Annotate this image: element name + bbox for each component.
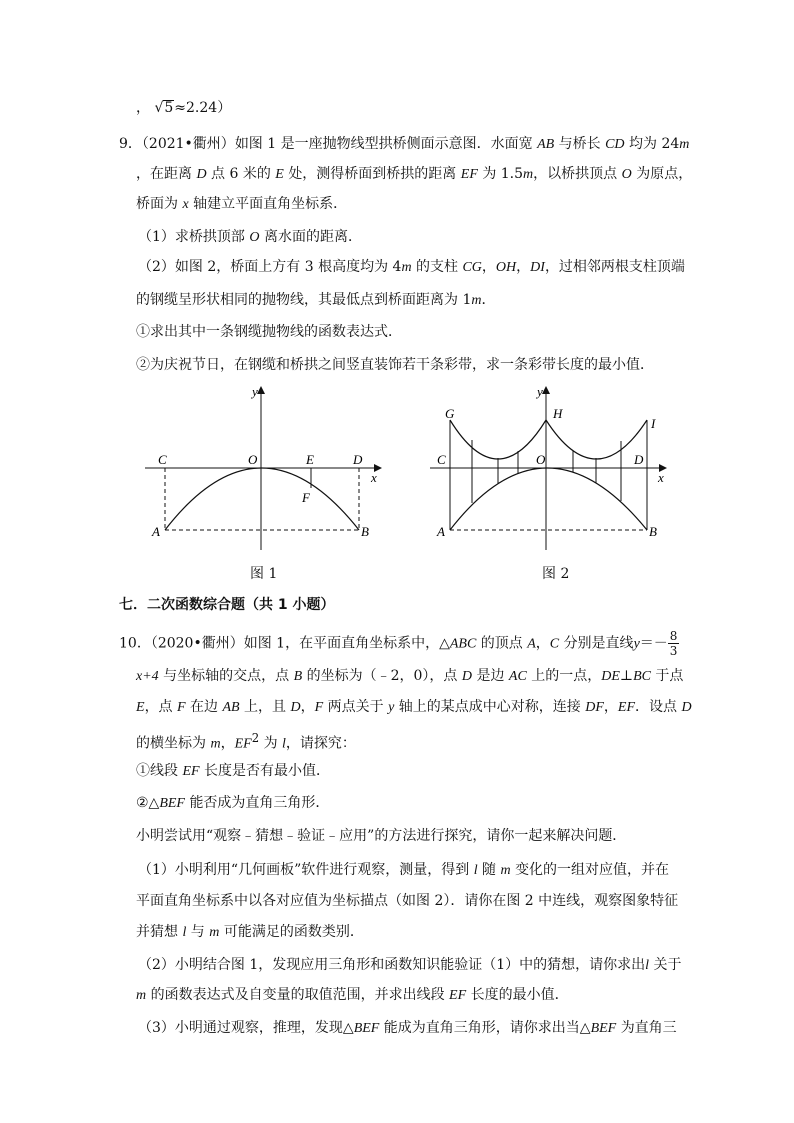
label-y: y [537,384,543,399]
label-c: C [158,452,167,467]
q9-sub-2: ②为庆祝节日，在钢缆和桥拱之间竖直装饰若干条彩带，求一条彩带长度的最小值． [136,357,654,373]
q10-part-3: （3）小明通过观察，推理，发现△BEF 能成为直角三角形，请你求出当△BEF 为直角三 [138,1020,677,1036]
label-b: B [649,524,657,539]
q9-line-3: 桥面为 x 轴建立平面直角坐标系． [136,196,348,212]
q10-line-3: E，点 F 在边 AB 上，且 D，F 两点关于 y 轴上的某点成中心对称，连接 DF，EF．设点 D [136,699,692,715]
label-o: O [248,452,258,467]
label-a: A [437,524,445,539]
label-o: O [536,452,546,467]
figure-1 [140,380,390,560]
cable-right [546,420,647,459]
q10-sub-2: ②△BEF 能否成为直角三角形． [136,795,330,811]
q9-sub-1: ①求出其中一条钢缆抛物线的函数表达式． [136,324,402,340]
q10-part-1: （1）小明利用“几何画板”软件进行观察，测量，得到 l 随 m 变化的一组对应值，并在 [138,862,670,878]
section-heading: 七．二次函数综合题（共 1 小题） [119,597,335,613]
bridge-arch [450,468,647,530]
cable-left [450,420,546,459]
q10-part-2: （2）小明结合图 1，发现应用三角形和函数知识能验证（1）中的猜想，请你求出l 关于 [138,957,682,973]
q10-line-4: 的横坐标为 m，$EF^2$ 为 l，请探究： [136,731,356,752]
q9-line-1: 9．（2021•衢州）如图 1 是一座抛物线型拱桥侧面示意图．水面宽 AB 与桥长 CD 均为 24m [119,136,690,152]
q9-part-2: （2）如图 2，桥面上方有 3 根高度均为 4m 的支柱 CG，OH，DI，过相邻两根支柱顶端 [138,259,685,275]
label-a: A [152,524,160,539]
label-g: G [445,406,455,421]
q10-intro: 小明尝试用“观察﹣猜想﹣验证﹣应用”的方法进行探究，请你一起来解决问题． [136,828,627,844]
label-x: x [371,470,377,485]
label-d: D [353,452,363,467]
sqrt-radicand: 5 [164,100,174,116]
figure-2 [425,380,675,560]
fraction-8-3: $\frac{8}{3}$ [669,629,678,658]
label-h: H [553,406,563,421]
q10-line-1: 10．（2020•衢州）如图 1，在平面直角坐标系中，△ABC 的顶点 A，C 分别是直线y＝－ $\frac{8}{3}$ [119,629,678,658]
top-fragment: ， √5≈2.24） [136,100,232,116]
figure-2-caption: 图 2 [542,566,570,582]
q10-part-2-cont: m 的函数表达式及自变量的取值范围，并求出线段 EF 长度的最小值． [136,987,569,1003]
q9-part-1: （1）求桥拱顶部 O 离水面的距离． [138,229,362,245]
label-e: E [306,452,314,467]
q9-part-2-cont: 的钢缆呈形状相同的抛物线，其最低点到桥面距离为 1m． [136,292,496,308]
q10-part-1-cont: 平面直角坐标系中以各对应值为坐标描点（如图 2）．请你在图 2 中连线，观察图象特征 [136,893,679,909]
q9-line-2: ，在距离 D 点 6 米的 E 处，测得桥面到桥拱的距离 EF 为 1.5m，以桥拱顶点 O 为原点， [136,166,693,182]
label-c: C [437,452,446,467]
label-i: I [651,416,656,431]
q10-line-2: x+4 与坐标轴的交点，点 B 的坐标为（﹣2，0），点 D 是边 AC 上的一点，DE⊥BC 于点 [136,668,684,684]
q10-sub-1: ①线段 EF 长度是否有最小值． [136,763,331,779]
label-f: F [302,490,310,505]
label-y: y [252,384,258,399]
label-b: B [361,524,369,539]
q10-part-1-cont-2: 并猜想 l 与 m 可能满足的函数类别． [136,924,364,940]
label-x: x [658,470,664,485]
bridge-arch [165,468,359,530]
label-d: D [634,452,644,467]
figure-1-caption: 图 1 [250,566,278,582]
